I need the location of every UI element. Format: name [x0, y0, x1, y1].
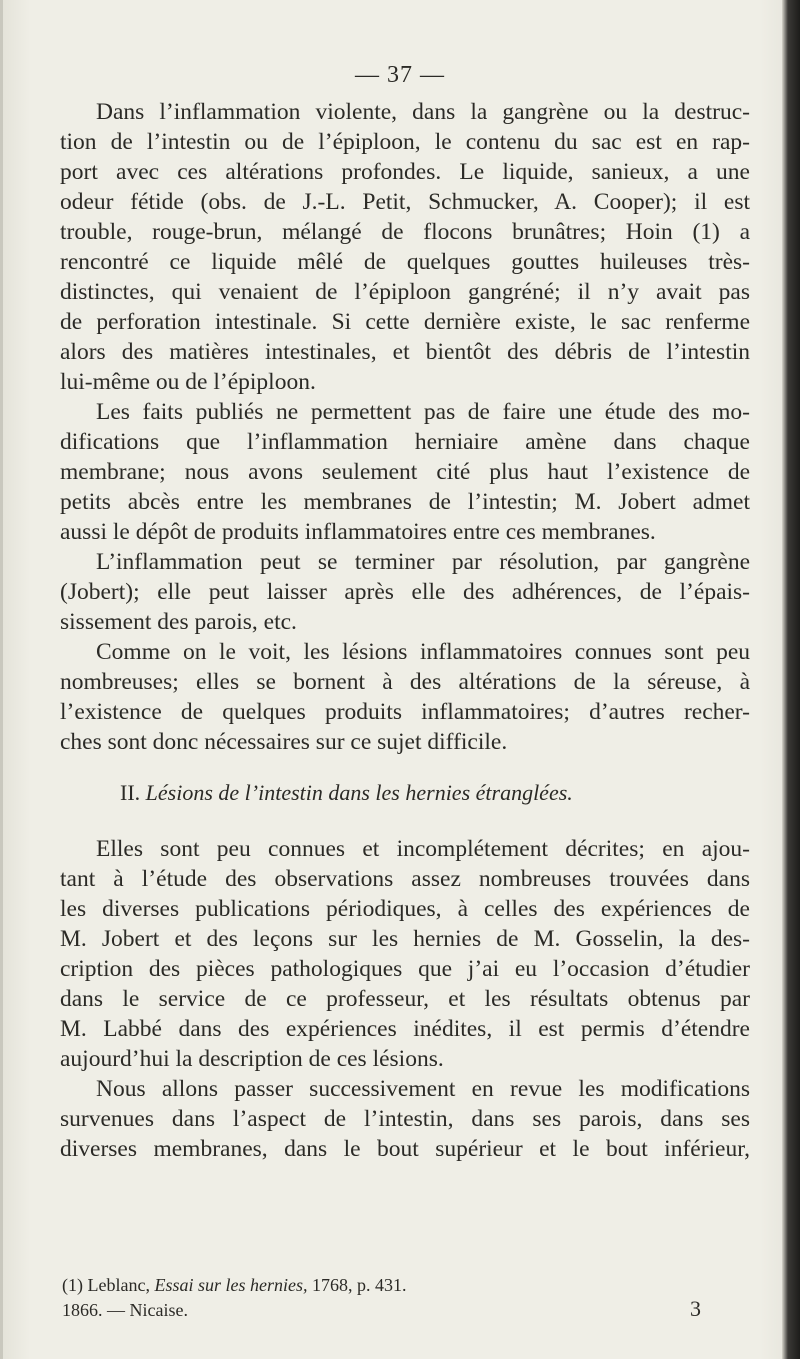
section-heading	[120, 780, 573, 806]
text-line: cription des pièces pathologiques que j’ai eu l’occasion d’étudier	[60, 956, 750, 982]
body-text-part-1	[60, 97, 750, 757]
text-line: Elles sont peu connues et incomplétement décrites; en ajou-	[96, 836, 750, 862]
text-line: les diverses publications périodiques, à celles des expériences de	[60, 896, 750, 922]
body-text-part-2	[60, 834, 750, 1164]
book-spine-shadow	[782, 0, 800, 1359]
text-line: sissement des parois, etc.	[60, 609, 297, 635]
section-title-text: Lésions de l’intestin dans les hernies étranglées.	[145, 780, 573, 805]
text-line: aussi le dépôt de produits inflammatoires entre ces membranes.	[60, 519, 656, 545]
text-line: distinctes, qui venaient de l’épiploon gangréné; il n’y avait pas	[60, 279, 750, 305]
text-line: (Jobert); elle peut laisser après elle des adhérences, de l’épais-	[60, 579, 750, 605]
text-line: petits abcès entre les membranes de l’intestin; M. Jobert admet	[60, 489, 750, 515]
text-line: ches sont donc nécessaires sur ce sujet difficile.	[60, 729, 508, 755]
text-line: l’existence de quelques produits inflammatoires; d’autres recher-	[60, 699, 750, 725]
signature-mark: 3	[690, 1296, 701, 1321]
text-line: survenues dans l’aspect de l’intestin, dans ses parois, dans ses	[60, 1106, 750, 1132]
text-line: rencontré ce liquide mêlé de quelques gouttes huileuses très-	[60, 249, 750, 275]
text-line: Nous allons passer successivement en revue les modifications	[96, 1076, 750, 1102]
footnote-line-2: 1866. — Nicaise.	[62, 1300, 188, 1320]
text-line: nombreuses; elles se bornent à des altérations de la séreuse, à	[60, 669, 750, 695]
text-line: L’inflammation peut se terminer par résolution, par gangrène	[96, 549, 750, 575]
text-line: trouble, rouge-brun, mélangé de flocons brunâtres; Hoin (1) a	[60, 219, 750, 245]
text-line: lui-même ou de l’épiploon.	[60, 369, 316, 395]
text-line: odeur fétide (obs. de J.-L. Petit, Schmucker, A. Cooper); il est	[60, 189, 750, 215]
text-line: Comme on le voit, les lésions inflammatoires connues sont peu	[96, 639, 750, 665]
text-line: tant à l’étude des observations assez nombreuses trouvées dans	[60, 866, 750, 892]
page-left-edge	[0, 0, 3, 1359]
text-line: Les faits publiés ne permettent pas de faire une étude des mo-	[96, 399, 750, 425]
footnote	[62, 1273, 702, 1323]
text-line: membrane; nous avons seulement cité plus haut l’existence de	[60, 459, 750, 485]
text-line: Dans l’inflammation violente, dans la gangrène ou la destruc-	[96, 99, 750, 125]
text-line: alors des matières intestinales, et bientôt des débris de l’intestin	[60, 339, 750, 365]
footnote-rest: 1768, p. 431.	[307, 1275, 407, 1295]
text-line: tion de l’intestin ou de l’épiploon, le contenu du sac est en rap-	[60, 129, 750, 155]
page-number: — 37 —	[355, 62, 445, 88]
footnote-source: Essai sur les hernies,	[154, 1275, 308, 1295]
text-line: aujourd’hui la description de ces lésions.	[60, 1046, 444, 1072]
footnote-line-1	[62, 1273, 702, 1298]
footnote-marker: (1) Leblanc,	[62, 1275, 155, 1295]
text-line: difications que l’inflammation herniaire amène dans chaque	[60, 429, 750, 455]
text-line: de perforation intestinale. Si cette dernière existe, le sac renferme	[60, 309, 750, 335]
text-line: dans le service de ce professeur, et les résultats obtenus par	[60, 986, 750, 1012]
text-line: diverses membranes, dans le bout supérieur et le bout inférieur,	[60, 1136, 750, 1162]
section-numeral: II.	[120, 780, 141, 805]
text-line: port avec ces altérations profondes. Le liquide, sanieux, a une	[60, 159, 750, 185]
text-line: M. Labbé dans des expériences inédites, il est permis d’étendre	[60, 1016, 750, 1042]
text-line: M. Jobert et des leçons sur les hernies de M. Gosselin, la des-	[60, 926, 750, 952]
